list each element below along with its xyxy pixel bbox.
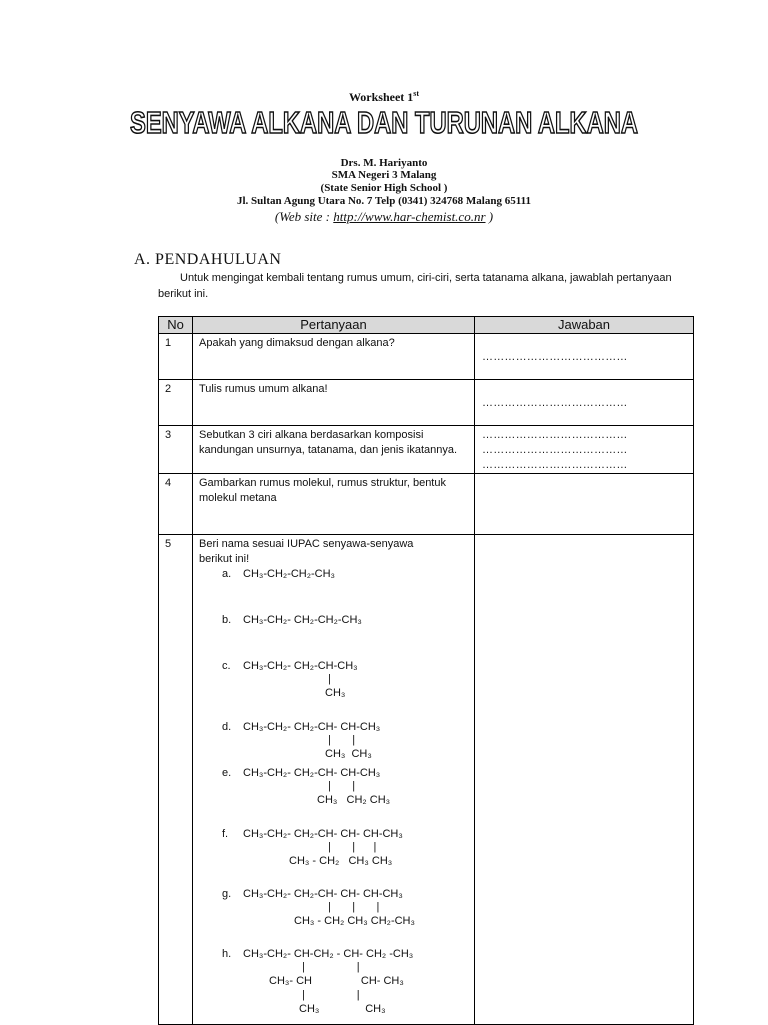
section-heading: A. PENDAHULUAN — [134, 251, 282, 268]
compound-c-branch: CH₃ — [325, 687, 346, 699]
compound-label: d. — [222, 721, 232, 733]
row-question: Apakah yang dimaksud dengan alkana? — [193, 334, 475, 380]
compound-f-branch: CH₃ - CH₂ CH₃ CH₃ — [289, 855, 393, 867]
row-number: 1 — [159, 334, 193, 380]
row-number: 2 — [159, 380, 193, 426]
compound-label: a. — [222, 568, 232, 580]
row-number: 4 — [159, 474, 193, 535]
row-number: 5 — [159, 535, 193, 1025]
row-question: Beri nama sesuai IUPAC senyawa-senyawa berikut ini! — [199, 538, 414, 565]
compound-main-chain: CH₃-CH₂- CH-CH₂ - CH- CH₂ -CH₃ — [243, 948, 414, 960]
compound-c — [222, 659, 358, 673]
author: Drs. M. Hariyanto — [340, 157, 428, 169]
compound-d-bond: | | — [328, 734, 356, 746]
website-prefix: (Web site : — [274, 209, 334, 224]
compound-b — [222, 613, 362, 627]
compound-main-chain: CH₃-CH₂- CH₂-CH- CH- CH-CH₃ — [243, 828, 403, 840]
compound-f — [222, 827, 403, 841]
compound-label: e. — [222, 767, 232, 779]
compound-h-bond-2: | | — [302, 989, 360, 1001]
table-row — [159, 426, 694, 474]
compound-h — [222, 947, 413, 961]
answer-blank: ………………………………… — [482, 459, 628, 471]
row-question: Sebutkan 3 ciri alkana berdasarkan komposisi kandungan unsurnya, tatanama, dan jenis ikatannya. — [193, 426, 475, 474]
row-question: Tulis rumus umum alkana! — [193, 380, 475, 426]
compound-main-chain: CH₃-CH₂- CH₂-CH- CH-CH₃ — [243, 767, 381, 779]
answer-cell[interactable] — [475, 426, 694, 474]
compound-label: f. — [222, 828, 229, 840]
worksheet-label-sup: st — [413, 89, 420, 98]
compound-main-chain: CH₃-CH₂- CH₂-CH-CH₃ — [243, 660, 358, 672]
page-title-text: SENYAWA ALKANA DAN TURUNAN ALKANA — [130, 105, 638, 140]
compound-e-branch: CH₃ CH₂ CH₃ — [317, 794, 391, 806]
row-question: Gambarkan rumus molekul, rumus struktur, bentuk molekul metana — [193, 474, 475, 535]
website-line — [0, 209, 768, 225]
compound-c-bond: | — [328, 673, 331, 685]
worksheet-label-text: Worksheet 1 — [348, 90, 414, 104]
compound-f-bond: | | | — [328, 841, 377, 853]
compound-label: c. — [222, 660, 231, 672]
website-link[interactable]: http://www.har-chemist.co.nr — [333, 209, 486, 224]
compound-main-chain: CH₃-CH₂-CH₂-CH₃ — [243, 568, 336, 580]
answer-blank: ………………………………… — [482, 429, 628, 441]
compound-a — [222, 567, 335, 581]
school-name: SMA Negeri 3 Malang — [331, 169, 437, 181]
table-row — [159, 474, 694, 535]
header-answer: Jawaban — [475, 317, 694, 334]
header-no: No — [159, 317, 193, 334]
table-header-row — [159, 317, 694, 334]
compound-main-chain: CH₃-CH₂- CH₂-CH- CH- CH-CH₃ — [243, 888, 403, 900]
compound-h-branch: CH₃- CH CH- CH₃ — [269, 975, 404, 987]
table-row — [159, 334, 694, 380]
question-table — [158, 316, 694, 1025]
website-suffix: ) — [485, 209, 494, 224]
answer-cell[interactable] — [475, 474, 694, 535]
compound-g — [222, 887, 403, 901]
answer-blank: ………………………………… — [482, 351, 628, 363]
compound-label: h. — [222, 948, 232, 960]
row-number: 3 — [159, 426, 193, 474]
compound-h-bond: | | — [302, 961, 360, 973]
compound-main-chain: CH₃-CH₂- CH₂-CH₂-CH₃ — [243, 614, 362, 626]
answer-cell[interactable] — [475, 380, 694, 426]
compound-g-bond: | | | — [328, 901, 380, 913]
compound-g-branch: CH₃ - CH₂ CH₃ CH₂-CH₃ — [294, 915, 415, 927]
table-row — [159, 535, 694, 1025]
compound-d-branch: CH₃ CH₃ — [325, 748, 372, 760]
compound-e — [222, 766, 380, 780]
answer-blank: ………………………………… — [482, 397, 628, 409]
header-question: Pertanyaan — [193, 317, 475, 334]
compound-label: b. — [222, 614, 232, 626]
answer-cell[interactable] — [475, 535, 694, 1025]
compound-h-branch-2: CH₃ CH₃ — [299, 1003, 386, 1015]
table-row — [159, 380, 694, 426]
page-title — [0, 103, 768, 141]
row-question-5 — [193, 535, 475, 1025]
compound-d — [222, 720, 380, 734]
answer-cell[interactable] — [475, 334, 694, 380]
school-address: Jl. Sultan Agung Utara No. 7 Telp (0341) 324768 Malang 65111 — [237, 195, 531, 207]
compound-e-bond: | | — [328, 780, 356, 792]
school-english-name: (State Senior High School ) — [320, 182, 448, 194]
section-intro: Untuk mengingat kembali tentang rumus umum, ciri-ciri, serta tatanama alkana, jawablah pertanyaan berikut ini. — [158, 272, 672, 300]
title-svg — [124, 103, 644, 141]
compound-label: g. — [222, 888, 232, 900]
answer-blank: ………………………………… — [482, 444, 628, 456]
compound-main-chain: CH₃-CH₂- CH₂-CH- CH-CH₃ — [243, 721, 381, 733]
